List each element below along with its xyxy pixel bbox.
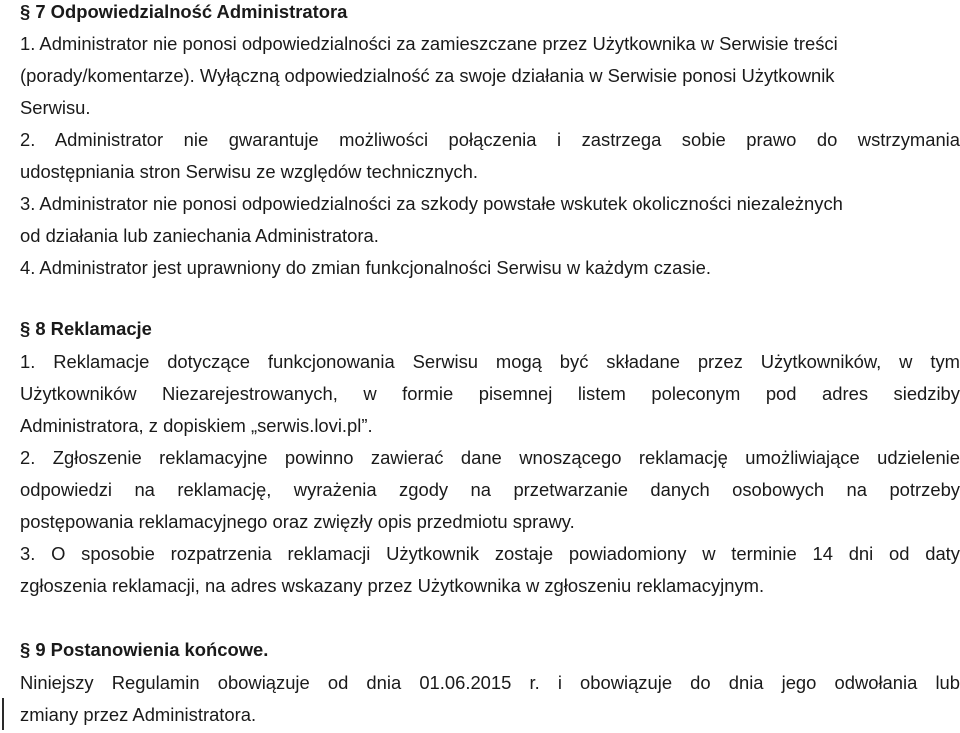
section-8-item-2-line-2: odpowiedzi na reklamację, wyrażenia zgody na przetwarzanie danych osobowych na potrzeby [20,479,960,500]
section-7-item-3-line-1: 3. Administrator nie ponosi odpowiedzialności za szkody powstałe wskutek okoliczności niezależnych [20,193,843,214]
section-7-item-1-line-1: 1. Administrator nie ponosi odpowiedzialności za zamieszczane przez Użytkownika w Serwisie treści [20,33,838,54]
section-9-paragraph-line-1: Niniejszy Regulamin obowiązuje od dnia 01.06.2015 r. i obowiązuje do dnia jego odwołania lub [20,672,960,693]
section-8-item-2-line-1: 2. Zgłoszenie reklamacyjne powinno zawierać dane wnoszącego reklamację umożliwiające udzielenie [20,447,960,468]
section-7-item-3-line-2: od działania lub zaniechania Administratora. [20,225,379,246]
section-7-item-2-line-1: 2. Administrator nie gwarantuje możliwości połączenia i zastrzega sobie prawo do wstrzymania [20,129,960,150]
section-7-item-1-line-2: (porady/komentarze). Wyłączną odpowiedzialność za swoje działania w Serwisie ponosi Użytkownik [20,65,835,86]
section-8-heading: § 8 Reklamacje [20,318,152,339]
section-8-item-3-line-2: zgłoszenia reklamacji, na adres wskazany przez Użytkownika w zgłoszeniu reklamacyjnym. [20,575,765,596]
section-7-item-2-line-2: udostępniania stron Serwisu ze względów technicznych. [20,161,478,182]
section-9-paragraph-line-2: zmiany przez Administratora. [20,704,257,725]
section-8-item-1-line-1: 1. Reklamacje dotyczące funkcjonowania Serwisu mogą być składane przez Użytkowników, w tym [20,351,960,372]
section-7-item-4-line-1: 4. Administrator jest uprawniony do zmian funkcjonalności Serwisu w każdym czasie. [20,257,711,278]
section-7-heading: § 7 Odpowiedzialność Administratora [20,1,348,22]
text-cursor-marker [2,698,4,730]
section-9-heading: § 9 Postanowienia końcowe. [20,639,269,660]
section-7-item-1-line-3: Serwisu. [20,97,91,118]
section-8-item-2-line-3: postępowania reklamacyjnego oraz zwięzły opis przedmiotu sprawy. [20,511,575,532]
section-8-item-1-line-2: Użytkowników Niezarejestrowanych, w formie pisemnej listem poleconym pod adres siedziby [20,383,960,404]
section-8-item-3-line-1: 3. O sposobie rozpatrzenia reklamacji Użytkownik zostaje powiadomiony w terminie 14 dni od daty [20,543,960,564]
section-8-item-1-line-3: Administratora, z dopiskiem „serwis.lovi.pl”. [20,415,373,436]
